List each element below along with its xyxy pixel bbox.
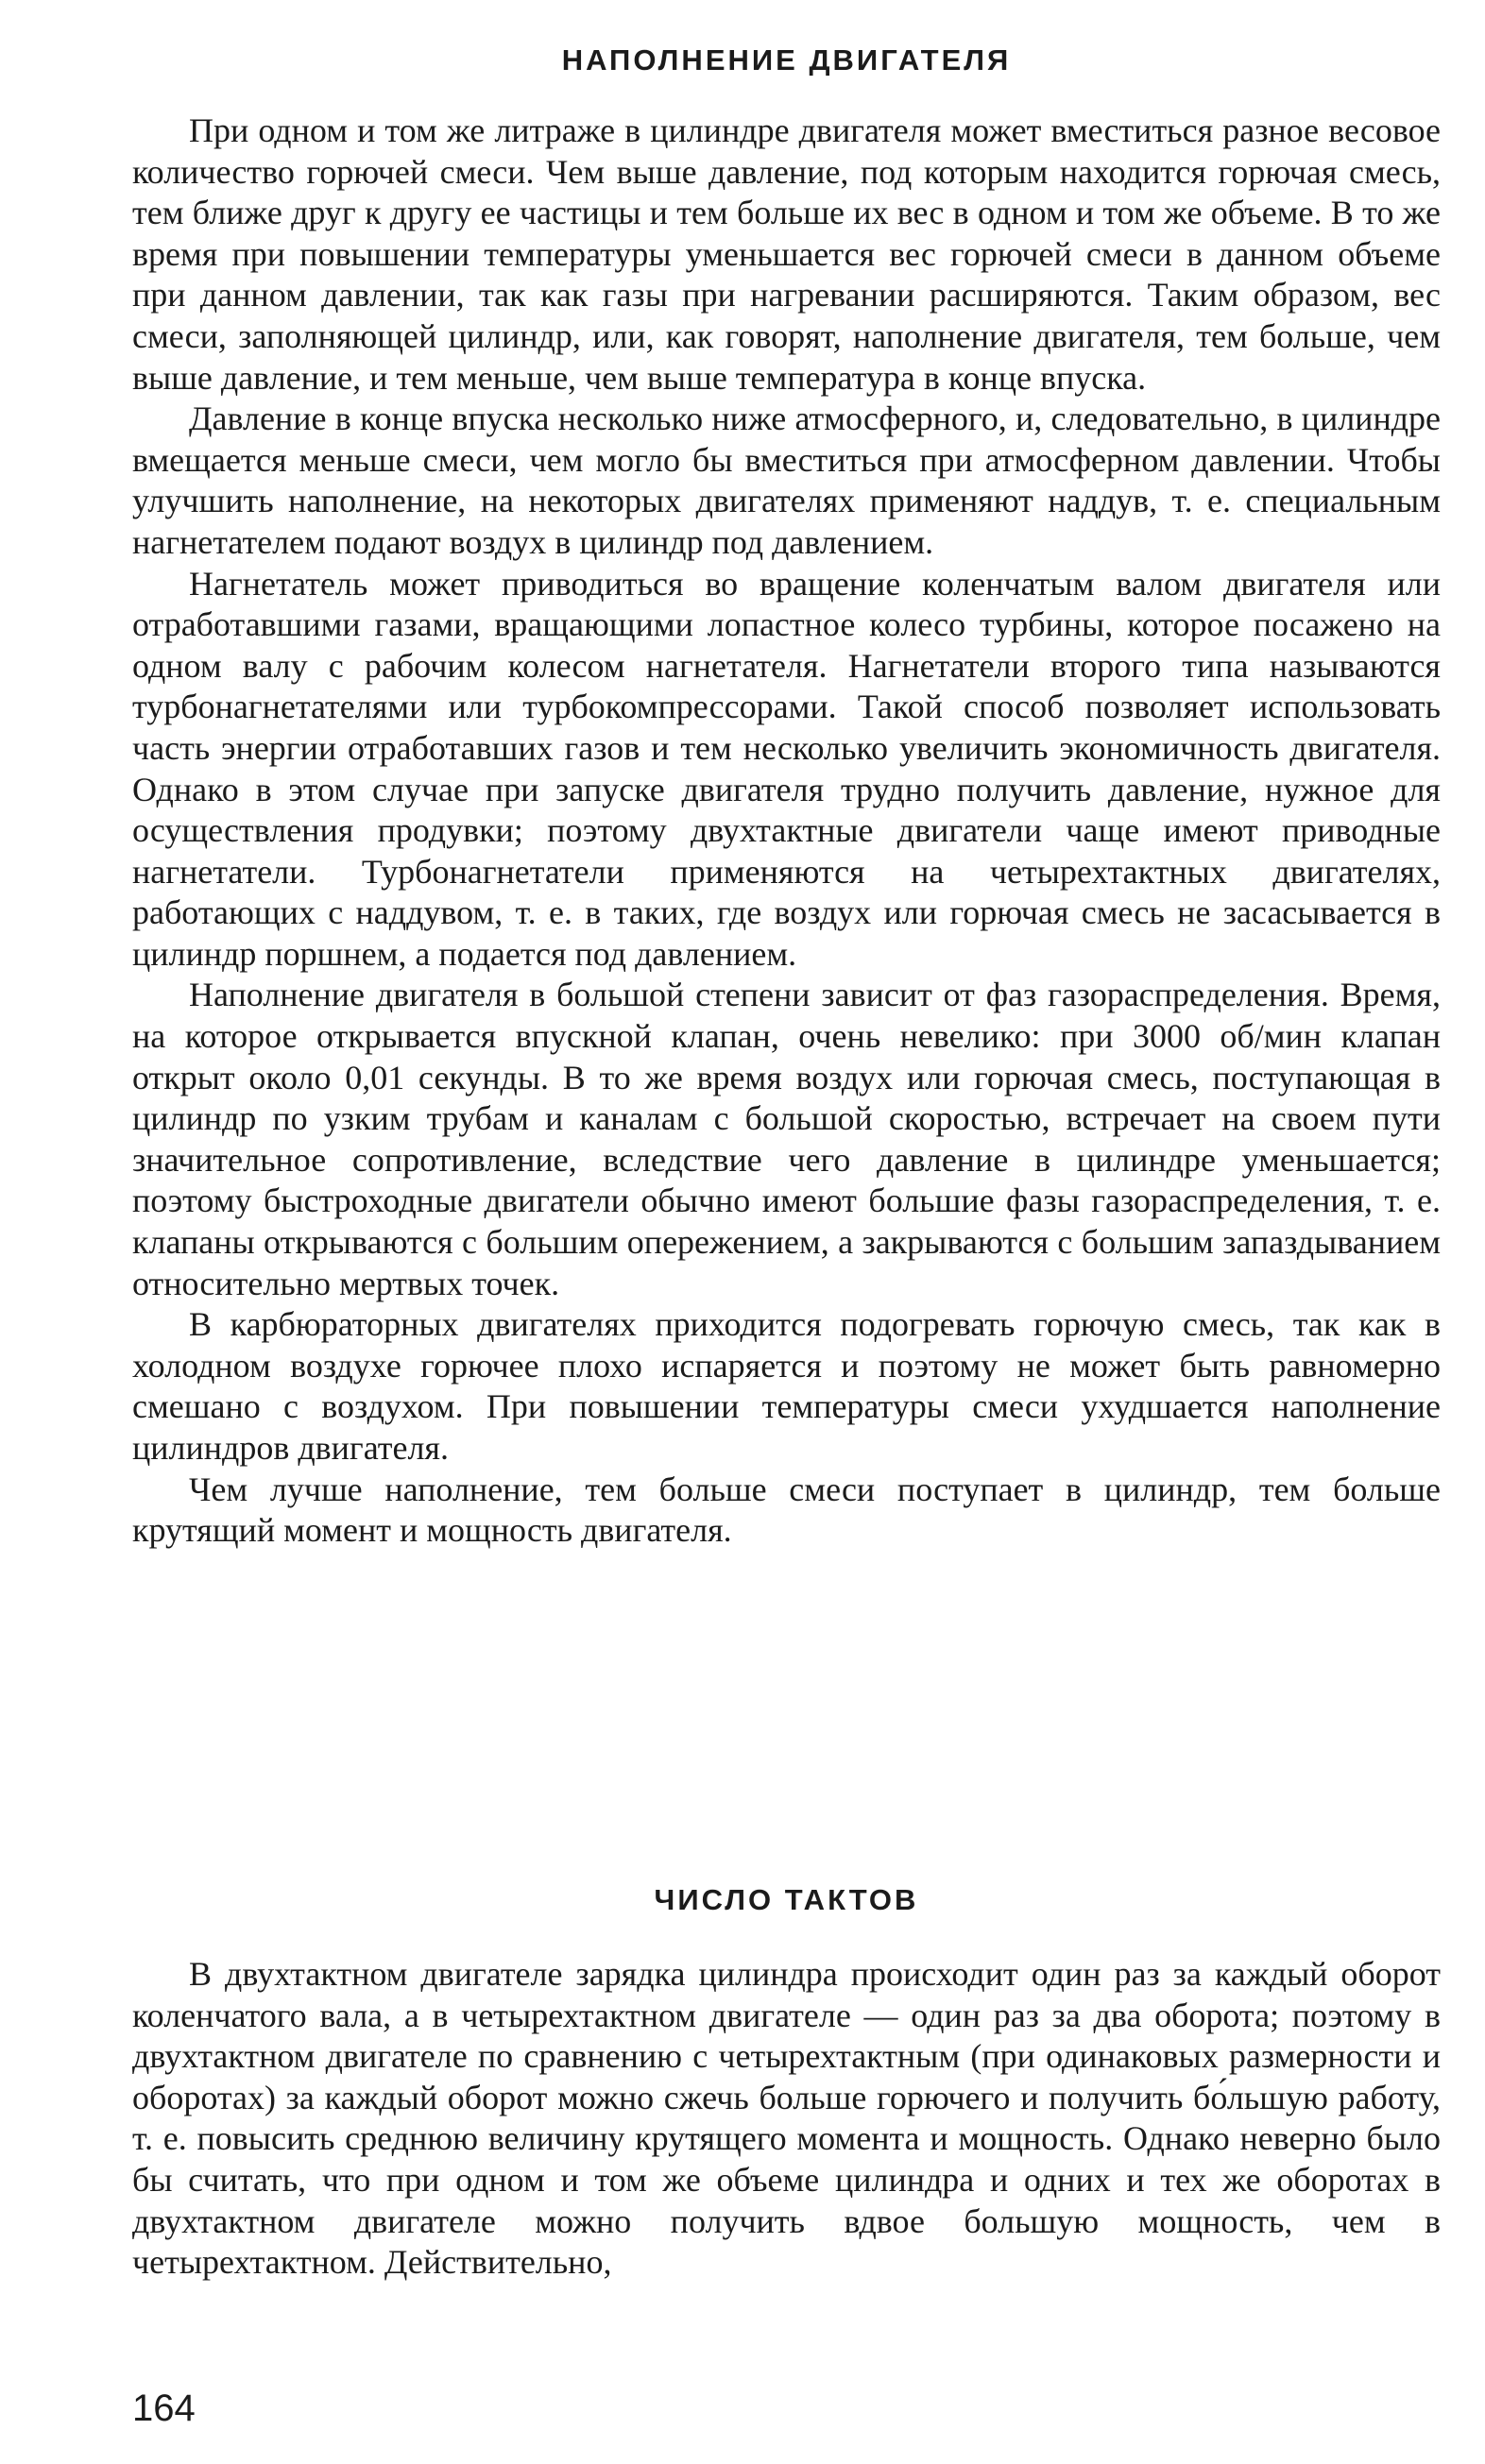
paragraph: Нагнетатель может приводиться во вращение коленчатым валом двигателя или отработавшими газами, вращающими лопастное колесо турбины, которое посажено на одном валу с рабочим колесом нагнетателя. Нагнетатели второго типа называются турбонагнетателями или турбокомпрессорами. Такой способ позволяет использовать часть энергии отработавших газов и тем несколько увеличить экономичность двигателя. Однако в этом случае при запуске двигателя трудно получить давление, нужное для осуществления продувки; поэтому двухтактные двигатели чаще имеют приводные нагнетатели. Турбонагнетатели применяются на четырехтактных двигателях, работающих с наддувом, т. е. в таких, где воздух или горючая смесь не засасывается в цилиндр поршнем, а подается под давлением. — [132, 564, 1441, 973]
section-title-filling: НАПОЛНЕНИЕ ДВИГАТЕЛЯ — [561, 43, 1012, 76]
paragraph: При одном и том же литраже в цилиндре двигателя может вместиться разное весовое количество горючей смеси. Чем выше давление, под которым находится горючая смесь, тем ближе друг к другу ее частицы и тем больше их вес в одном и том же объеме. В то же время при повышении температуры уменьшается вес горючей смеси в данном объеме при данном давлении, так как газы при нагревании расширяются. Таким образом, вес смеси, заполняющей цилиндр, или, как говорят, наполнение двигателя, тем больше, чем выше давление, и тем меньше, чем выше температура в конце впуска. — [132, 111, 1441, 397]
section-filling-body — [132, 110, 1441, 1552]
paragraph: В двухтактном двигателе зарядка цилиндра происходит один раз за каждый оборот коленчатого вала, а в четырехтактном двигателе — один раз за два оборота; поэтому в двухтактном двигателе по сравнению с четырехтактным (при одинаковых размерности и оборотах) за каждый оборот можно сжечь больше горючего и получить бо́льшую работу, т. е. повысить среднюю величину крутящего момента и мощность. Однако неверно было бы считать, что при одном и том же объеме цилиндра и одних и тех же оборотах в двухтактном двигателе можно получить вдвое большую мощность, чем в четырехтактном. Действительно, — [132, 1955, 1441, 2282]
page-number: 164 — [132, 2388, 196, 2429]
paragraph: Чем лучше наполнение, тем больше смеси поступает в цилиндр, тем больше крутящий момент и мощность двигателя. — [132, 1470, 1441, 1550]
section-strokes-body — [132, 1954, 1441, 2284]
section-title-strokes: ЧИСЛО ТАКТОВ — [654, 1883, 919, 1916]
paragraph: Давление в конце впуска несколько ниже атмосферного, и, следовательно, в цилиндре вмещается меньше смеси, чем могло бы вместиться при атмосферном давлении. Чтобы улучшить наполнение, на некоторых двигателях применяют наддув, т. е. специальным нагнетателем подают воздух в цилиндр под давлением. — [132, 399, 1441, 561]
paragraph: В карбюраторных двигателях приходится подогревать горючую смесь, так как в холодном воздухе горючее плохо испаряется и поэтому не может быть равномерно смешано с воздухом. При повышении температуры смеси ухудшается наполнение цилиндров двигателя. — [132, 1305, 1441, 1467]
paragraph: Наполнение двигателя в большой степени зависит от фаз газораспределения. Время, на которое открывается впускной клапан, очень невелико: при 3000 об/мин клапан открыт около 0,01 секунды. В то же время воздух или горючая смесь, поступающая в цилиндр по узким трубам и каналам с большой скоростью, встречает на своем пути значительное сопротивление, вследствие чего давление в цилиндре уменьшается; поэтому быстроходные двигатели обычно имеют большие фазы газораспределения, т. е. клапаны открываются с большим опережением, а закрываются с большим запаздыванием относительно мертвых точек. — [132, 976, 1441, 1302]
